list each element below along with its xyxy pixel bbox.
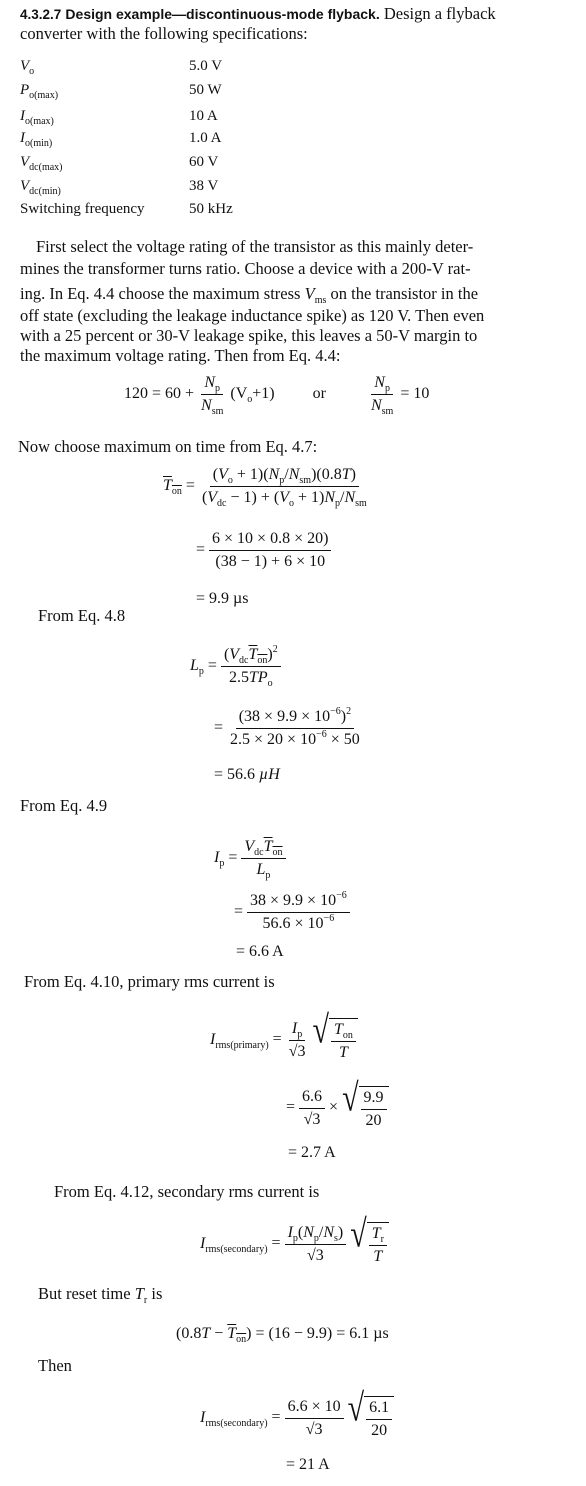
ip-numeric-num: $38 \times 9.9 \times 10^{-6}$	[247, 892, 350, 913]
lp-numeric-den: $2.5 \times 20 \times 10^{-6} \times 50$	[230, 729, 360, 748]
spec-value: 50 kHz	[189, 201, 233, 217]
ip-symbol: $I_p$	[214, 849, 225, 870]
irms-primary-symbol: $I_{rms(primary)}$	[210, 1030, 269, 1051]
heading-line2: converter with the following specifications:	[20, 24, 308, 43]
para-line: off state (excluding the leakage inductance spike) as 120 V. Then even	[20, 306, 485, 325]
lp-equation: $L_p$ = $\frac{(V_{dc}\overline{T}_{\overline{on}})^2}{2.5TP_o}$	[190, 646, 281, 687]
from-eq-4-8: From Eq. 4.8	[38, 606, 126, 625]
spec-label: $I_{o(min)}$	[20, 130, 53, 149]
lp-numeric-fraction	[227, 708, 363, 749]
sqrt-symbol: √ $\frac{T_r}{T}$	[350, 1222, 389, 1266]
ip-result: = 6.6 A	[236, 943, 284, 960]
ton-numeric-fraction	[209, 530, 331, 571]
then-text: Then	[38, 1356, 72, 1375]
reset-time-text: But reset time $T_r$ is	[38, 1284, 163, 1306]
ip-numeric-den: $56.6 \times 10^{-6}$	[262, 913, 335, 932]
ton-equation-numeric: = $\frac{6 \times 10 \times 0.8 \times 20)}{(38 - 1) + 6 \times 10}$	[196, 530, 331, 571]
irms-secondary-numeric-fraction: $\frac{6.6 \times 10}{√3}$	[285, 1398, 344, 1439]
para-line: First select the voltage rating of the transistor as this mainly deter-	[36, 237, 474, 256]
section-title: Design example—discontinuous-mode flyback.	[65, 6, 380, 22]
spec-value: 10 A	[189, 108, 218, 124]
irms-secondary-result: = 21 A	[286, 1456, 330, 1473]
section-heading	[20, 4, 496, 25]
ton-numeric-den: (38 − 1) + 6 × 10	[215, 553, 326, 570]
ton-equation: $T_{on}$ = $\frac{(V_o + 1)(N_p/N_{sm})(0.8T)}{(V_{dc} - 1) + (V_o + 1)N_p/N_{sm}}$	[163, 466, 370, 507]
reset-equation: $(0.8T - \overline{T}_{\overline{on}}) = (16 - 9.9) = 6.1$ µs	[176, 1325, 389, 1345]
heading-line1-rest: Design a flyback	[383, 4, 496, 23]
spec-label: $P_{o(max)}$	[20, 82, 59, 101]
lp-fraction: $\frac{(V_{dc}\overline{T}_{\overline{on}})^2}{2.5TP_o}$	[221, 646, 281, 687]
from-eq-4-12: From Eq. 4.12, secondary rms current is	[54, 1182, 320, 1201]
ip-equation: $I_p$ = $\frac{V_{dc}\overline{T}_{\overline{on}}}{L_p}$	[214, 838, 286, 879]
turns-ratio-fraction: $\frac{N_p}{N_{sm}}$	[201, 374, 224, 417]
sqrt-symbol: √ $\frac{T_{on}}{T}$	[312, 1018, 357, 1062]
irms-p-num: 6.6	[299, 1088, 325, 1109]
now-choose-text: Now choose maximum on time from Eq. 4.7:	[18, 437, 318, 456]
lp-symbol: $L_p$	[190, 657, 204, 678]
eq-or: or	[312, 385, 326, 403]
spec-value: 5.0 V	[189, 58, 223, 74]
sqrt-symbol: √ $\frac{9.9}{20}$	[342, 1086, 388, 1130]
ton-result: = 9.9 µs	[196, 590, 249, 607]
irms-primary-numeric: = $\frac{6.6}{√3}$ × √ $\frac{9.9}{20}$	[286, 1086, 389, 1130]
spec-value: 38 V	[189, 178, 219, 194]
section-number: 4.3.2.7	[20, 7, 62, 22]
equation-4-4	[124, 374, 429, 415]
from-eq-4-9: From Eq. 4.9	[20, 796, 108, 815]
para-line: the maximum voltage rating. Then from Eq. 4.4:	[20, 346, 341, 365]
para-line	[20, 284, 478, 307]
irms-secondary-equation: $I_{rms(secondary)}$ = $\frac{I_p(N_p/N_s)}{√3}$ √ $\frac{T_r}{T}$	[200, 1222, 389, 1266]
para-text: on the transistor in the	[330, 284, 479, 303]
para-text: ing. In Eq. 4.4 choose the maximum stress	[20, 284, 301, 303]
para-line: mines the transformer turns ratio. Choose a device with a 200-V rat-	[20, 259, 471, 278]
turns-ratio-fraction: $\frac{N_p}{N_{sm}}$	[370, 374, 394, 417]
spec-label: $I_{o(max)}$	[20, 108, 54, 127]
spec-label: Switching frequency	[20, 201, 145, 217]
spec-value: 60 V	[189, 154, 219, 170]
ton-symbol: $T_{on}$	[163, 477, 182, 498]
lp-equation-numeric: = $\frac{(38 \times 9.9 \times 10^{-6})^2}{2.5 \times 20 \times 10^{-6} \times 50}$	[214, 708, 363, 749]
ton-numerator: $(V_o + 1)(N_p/N_{sm})(0.8T)$	[210, 466, 359, 487]
irms-secondary-symbol: $I_{rms(secondary)}$	[200, 1234, 268, 1255]
ip-fraction: $\frac{V_{dc}\overline{T}_{\overline{on}}}{L_p}$	[241, 838, 285, 879]
irms-primary-result: = 2.7 A	[288, 1144, 336, 1161]
para-line: with a 25 percent or 30-V leakage spike, this leaves a 50-V margin to	[20, 326, 478, 345]
spec-label: $V_o$	[20, 58, 35, 77]
irms-primary-equation: $I_{rms(primary)}$ = $\frac{I_p}{√3}$ √ $\frac{T_{on}}{T}$	[210, 1018, 358, 1062]
lp-result: = 56.6 µH	[214, 766, 280, 783]
ton-denominator: $(V_{dc} - 1) + (V_o + 1)N_p/N_{sm}$	[201, 489, 367, 509]
spec-value: 1.0 A	[189, 130, 222, 146]
eq-text: 120 = 60 +	[124, 385, 195, 403]
vms-symbol: $V_{ms}$	[304, 284, 327, 306]
irms-secondary-fraction: $\frac{I_p(N_p/N_s)}{√3}$	[285, 1224, 347, 1265]
irms-s-num: 6.6 × 10	[285, 1398, 344, 1419]
irms-primary-fraction: $\frac{I_p}{√3}$	[288, 1019, 306, 1060]
irms-primary-numeric-fraction: $\frac{6.6}{√3}$	[299, 1088, 325, 1129]
lp-numeric-num: $(38 \times 9.9 \times 10^{-6})^2$	[236, 708, 354, 729]
from-eq-4-10: From Eq. 4.10, primary rms current is	[24, 972, 275, 991]
ton-numeric-num: 6 × 10 × 0.8 × 20)	[209, 530, 331, 551]
irms-secondary-symbol: $I_{rms(secondary)}$	[200, 1408, 268, 1429]
sqrt-symbol: √ $\frac{6.1}{20}$	[348, 1396, 394, 1440]
irms-secondary-numeric: $I_{rms(secondary)}$ = $\frac{6.6 \times 10}{√3}$ √ $\frac{6.1}{20}$	[200, 1396, 394, 1440]
spec-label: $V_{dc(max)}$	[20, 154, 63, 173]
eq-text: $(V_o+1)$	[230, 385, 275, 406]
ip-numeric-fraction	[247, 892, 350, 933]
ton-fraction	[199, 466, 370, 507]
spec-label: $V_{dc(min)}$	[20, 178, 61, 197]
spec-value: 50 W	[189, 82, 222, 98]
eq-text: = 10	[400, 385, 430, 403]
ip-equation-numeric: = $\frac{38 \times 9.9 \times 10^{-6}}{56.6 \times 10^{-6}}$	[234, 892, 350, 933]
